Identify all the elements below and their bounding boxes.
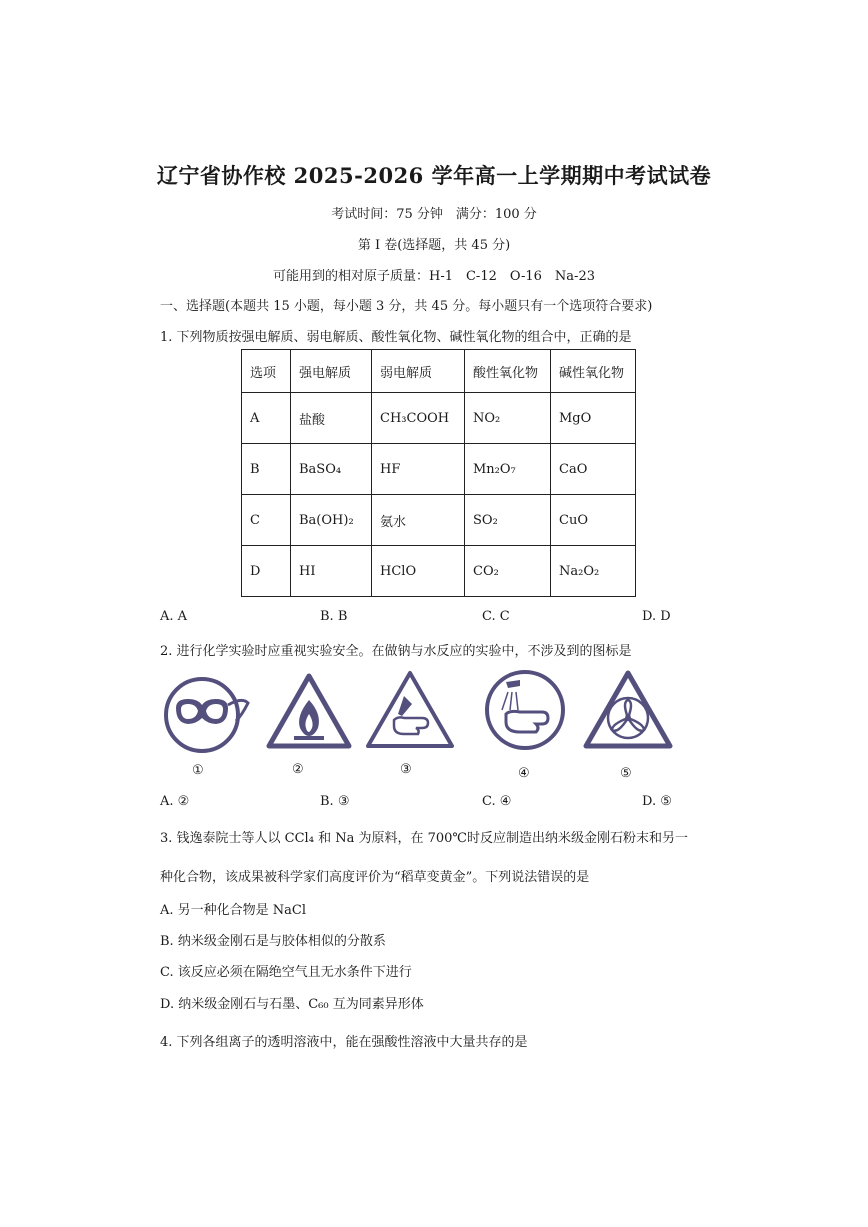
q1-stem: 1. 下列物质按强电解质、弱电解质、酸性氧化物、碱性氧化物的组合中，正确的是 — [160, 330, 632, 345]
q2-option-a[interactable]: A. ② — [160, 794, 190, 809]
q3-option-a[interactable]: A. 另一种化合物是 NaCl — [160, 903, 307, 918]
flame-icon — [264, 670, 354, 752]
exam-time-info: 考试时间：75 分钟 满分：100 分 — [331, 207, 537, 222]
table-cell: 盐酸 — [291, 393, 372, 444]
table-cell: Mn₂O₇ — [465, 444, 551, 495]
table-cell: B — [242, 444, 291, 495]
q2-stem: 2. 进行化学实验时应重视实验安全。在做钠与水反应的实验中，不涉及到的图标是 — [160, 644, 632, 659]
sharp-object-icon — [364, 668, 456, 752]
q4-stem: 4. 下列各组离子的透明溶液中，能在强酸性溶液中大量共存的是 — [160, 1035, 528, 1050]
icon-caption-2: ② — [292, 762, 304, 777]
table-cell: BaSO₄ — [291, 444, 372, 495]
table-cell: CaO — [551, 444, 636, 495]
q1-option-c[interactable]: C. C — [482, 609, 510, 624]
table-cell: CO₂ — [465, 546, 551, 597]
q3-option-c[interactable]: C. 该反应必须在隔绝空气且无水条件下进行 — [160, 965, 412, 980]
table-cell: HI — [291, 546, 372, 597]
q3-option-d[interactable]: D. 纳米级金刚石与石墨、C₆₀ 互为同素异形体 — [160, 997, 424, 1012]
table-row — [242, 393, 636, 444]
table-header-cell: 酸性氧化物 — [465, 350, 551, 393]
table-cell: NO₂ — [465, 393, 551, 444]
table-cell: C — [242, 495, 291, 546]
table-row — [242, 495, 636, 546]
table-header-cell: 选项 — [242, 350, 291, 393]
table-cell: CuO — [551, 495, 636, 546]
icon-caption-5: ⑤ — [620, 766, 632, 781]
table-cell: 氨水 — [372, 495, 465, 546]
atomic-masses: 可能用到的相对原子质量：H-1 C-12 O-16 Na-23 — [272, 269, 595, 284]
table-cell: A — [242, 393, 291, 444]
icon-caption-1: ① — [192, 763, 204, 778]
table-header-cell: 弱电解质 — [372, 350, 465, 393]
q2-option-c[interactable]: C. ④ — [482, 794, 512, 809]
q1-option-d[interactable]: D. D — [642, 609, 671, 624]
goggles-icon — [162, 675, 252, 755]
table-cell: D — [242, 546, 291, 597]
table-cell: HF — [372, 444, 465, 495]
q3-option-b[interactable]: B. 纳米级金刚石是与胶体相似的分散系 — [160, 934, 386, 949]
exam-title: 辽宁省协作校 2025-2026 学年高一上学期期中考试试卷 — [156, 163, 712, 188]
table-header-cell: 碱性氧化物 — [551, 350, 636, 393]
table-cell: Na₂O₂ — [551, 546, 636, 597]
hand-wash-icon — [480, 668, 570, 752]
q1-option-b[interactable]: B. B — [320, 609, 348, 624]
table-cell: HClO — [372, 546, 465, 597]
table-row — [242, 546, 636, 597]
table-cell: MgO — [551, 393, 636, 444]
table-header-row — [242, 350, 636, 393]
table-cell: Ba(OH)₂ — [291, 495, 372, 546]
q2-option-d[interactable]: D. ⑤ — [642, 794, 672, 809]
part-title: 第 I 卷(选择题，共 45 分) — [357, 238, 511, 253]
icon-caption-3: ③ — [400, 762, 412, 777]
q2-option-b[interactable]: B. ③ — [320, 794, 350, 809]
q1-option-a[interactable]: A. A — [160, 609, 188, 624]
icon-caption-4: ④ — [518, 766, 530, 781]
fan-icon — [582, 668, 674, 752]
table-row — [242, 444, 636, 495]
table-header-cell: 强电解质 — [291, 350, 372, 393]
q3-stem-line1: 3. 钱逸泰院士等人以 CCl₄ 和 Na 为原料，在 700℃时反应制造出纳米级金刚石粉末和另一 — [160, 831, 688, 846]
table-cell: SO₂ — [465, 495, 551, 546]
q1-table — [241, 349, 636, 597]
table-cell: CH₃COOH — [372, 393, 465, 444]
q3-stem-line2: 种化合物，该成果被科学家们高度评价为“稻草变黄金”。下列说法错误的是 — [160, 870, 590, 885]
section-heading: 一、选择题(本题共 15 小题，每小题 3 分，共 45 分。每小题只有一个选项符合要求) — [160, 299, 653, 314]
